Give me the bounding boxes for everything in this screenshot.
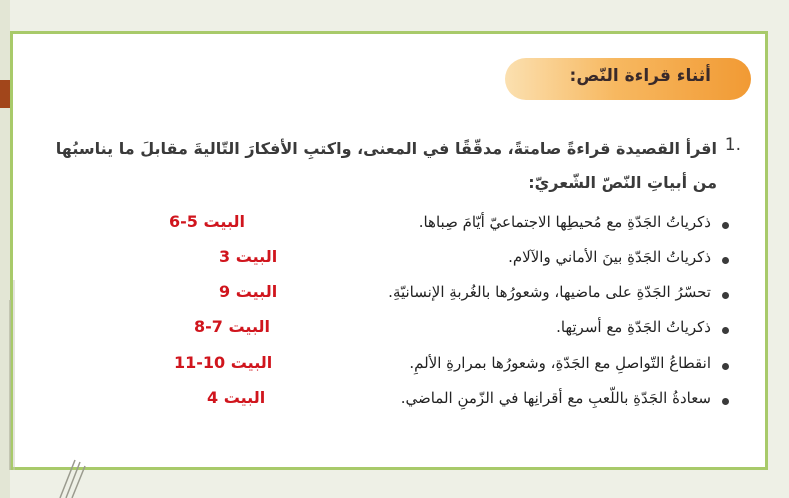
- idea-text: سعادةُ الجَدّةِ باللّعبِ مع أقرانِها في الزّمنِ الماضي.: [400, 389, 711, 407]
- verse-answer: البيت 5-6: [169, 212, 245, 231]
- verse-answer: البيت 7-8: [194, 317, 270, 336]
- verse-answer: البيت 10-11: [174, 353, 273, 372]
- idea-text: تحسّرُ الجَدّةِ على ماضيها، وشعورُها بالغُربةِ الإنسانيّةِ.: [388, 283, 711, 301]
- idea-text: ذكرياتُ الجَدّةِ مع مُحيطِها الاجتماعيّ أيّامَ صِباها.: [418, 213, 711, 231]
- question-instruction: اقرأ القصيدة قراءةً صامتةً، مدقّقًا في المعنى، واكتبِ الأفكارَ التّاليةَ مقابلَ ما يناسبُها من أبياتِ النّصّ الشّعريّ:: [55, 139, 717, 192]
- idea-text: ذكرياتُ الجَدّةِ بينَ الأماني والآلام.: [508, 248, 711, 266]
- section-heading: أثناء قراءة النّص:: [569, 66, 711, 86]
- verse-answer: البيت 4: [207, 388, 266, 407]
- idea-text: ذكرياتُ الجَدّةِ مع أسرتِها.: [556, 318, 711, 336]
- verse-answer: البيت 3: [219, 247, 278, 266]
- question-number: 1.: [724, 135, 741, 155]
- verse-answer: البيت 9: [219, 282, 278, 301]
- idea-text: انقطاعُ التّواصلِ مع الجَدّةِ، وشعورُها بمرارةِ الألمِ.: [409, 354, 711, 372]
